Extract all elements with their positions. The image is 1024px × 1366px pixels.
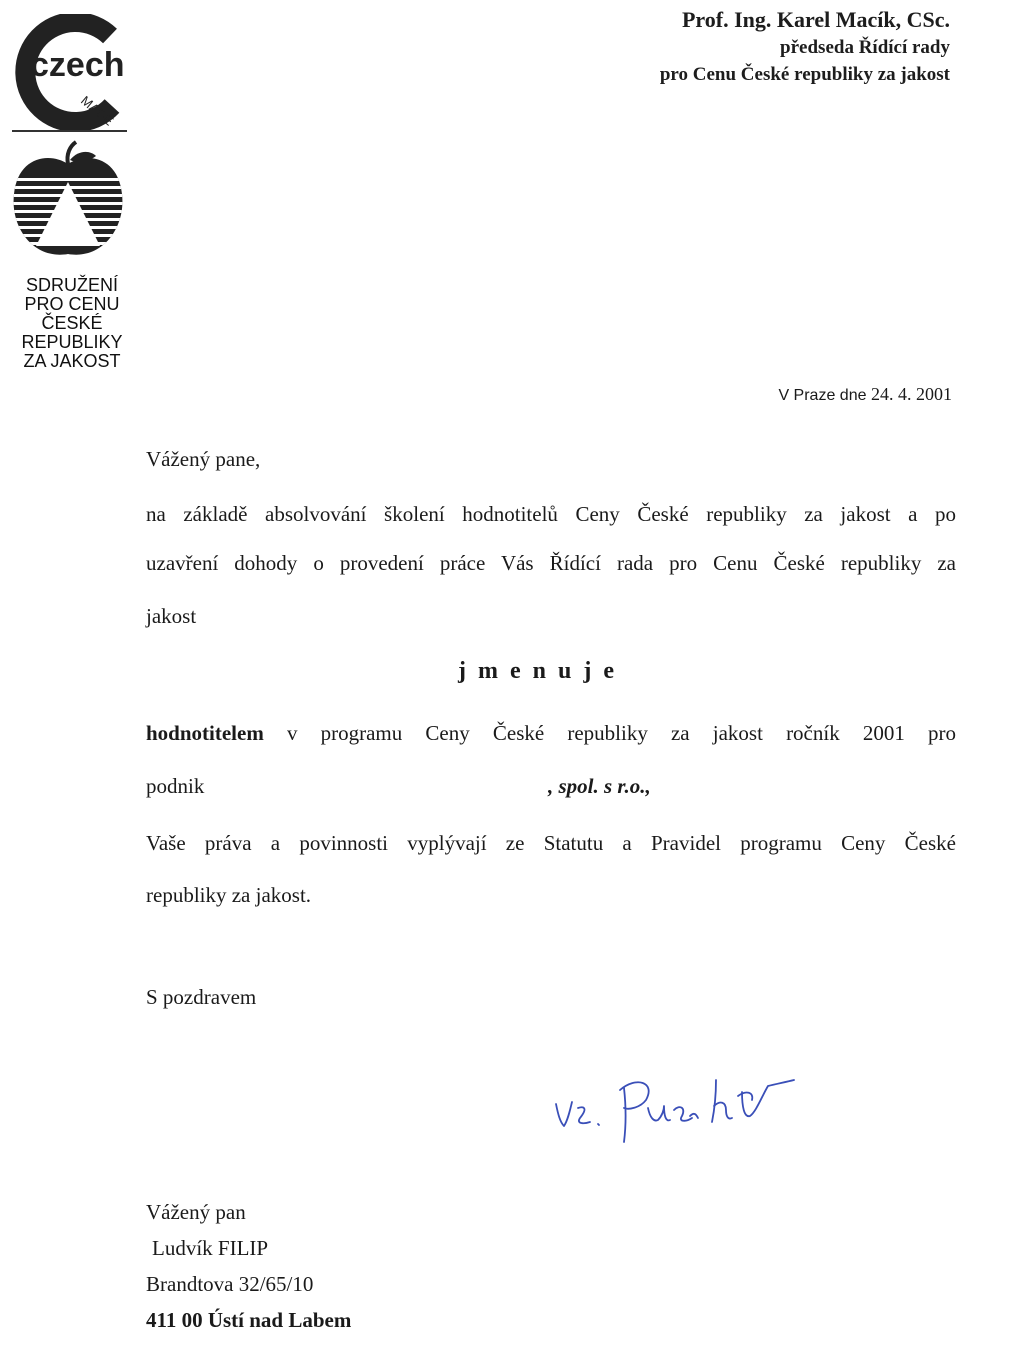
date-label: V Praze dne <box>778 387 867 404</box>
paragraph-line: na základě absolvování školení hodnotitelů Ceny České republiky za jakost a po <box>146 502 956 526</box>
association-line: SDRUŽENÍ <box>25 275 118 295</box>
association-line: PRO CENU <box>24 294 120 314</box>
paragraph-line: uzavření dohody o provedení práce Vás Řídící rada pro Cenu České republiky za <box>146 551 956 575</box>
association-line: REPUBLIKY <box>21 332 123 352</box>
logo-brand-sub: MADE <box>78 92 117 129</box>
logo-divider <box>12 130 127 132</box>
association-name <box>12 276 132 371</box>
addressee-block <box>146 1194 351 1338</box>
role-title: hodnotitelem <box>146 721 264 745</box>
addressee-city: 411 00 Ústí nad Labem <box>146 1308 352 1332</box>
apple-triangle-logo <box>10 138 128 264</box>
sender-name: Prof. Ing. Karel Macík, CSc. <box>681 7 950 32</box>
date-line <box>778 384 952 405</box>
sender-role: předseda Řídící rady <box>780 37 950 58</box>
paragraph-line: Vaše práva a povinnosti vyplývají ze Statutu a Pravidel programu Ceny České <box>146 831 956 855</box>
association-line: ČESKÉ <box>41 313 103 333</box>
sender-role-org: pro Cenu České republiky za jakost <box>659 64 950 85</box>
addressee-street: Brandtova 32/65/10 <box>146 1272 314 1296</box>
appointment-heading: jmenuje <box>458 658 626 684</box>
czech-made-logo <box>8 14 128 132</box>
paragraph-line: republiky za jakost. <box>146 883 312 907</box>
date-value: 24. 4. 2001 <box>871 384 952 404</box>
paragraph-line <box>146 721 956 746</box>
paragraph-line: jakost <box>146 604 197 628</box>
addressee-name: Ludvík FILIP <box>152 1236 269 1260</box>
company-suffix: , spol. s r.o., <box>548 774 651 798</box>
handwritten-signature <box>540 1066 810 1146</box>
association-line: ZA JAKOST <box>23 351 121 371</box>
logo-brand-word: czech <box>30 46 125 84</box>
salutation: Vážený pane, <box>146 447 261 471</box>
addressee-salutation: Vážený pan <box>146 1200 246 1224</box>
role-description: v programu Ceny České republiky za jakost ročník 2001 pro <box>263 721 956 745</box>
company-label: podnik <box>146 774 205 798</box>
letterhead <box>660 6 950 88</box>
closing: S pozdravem <box>146 985 257 1009</box>
